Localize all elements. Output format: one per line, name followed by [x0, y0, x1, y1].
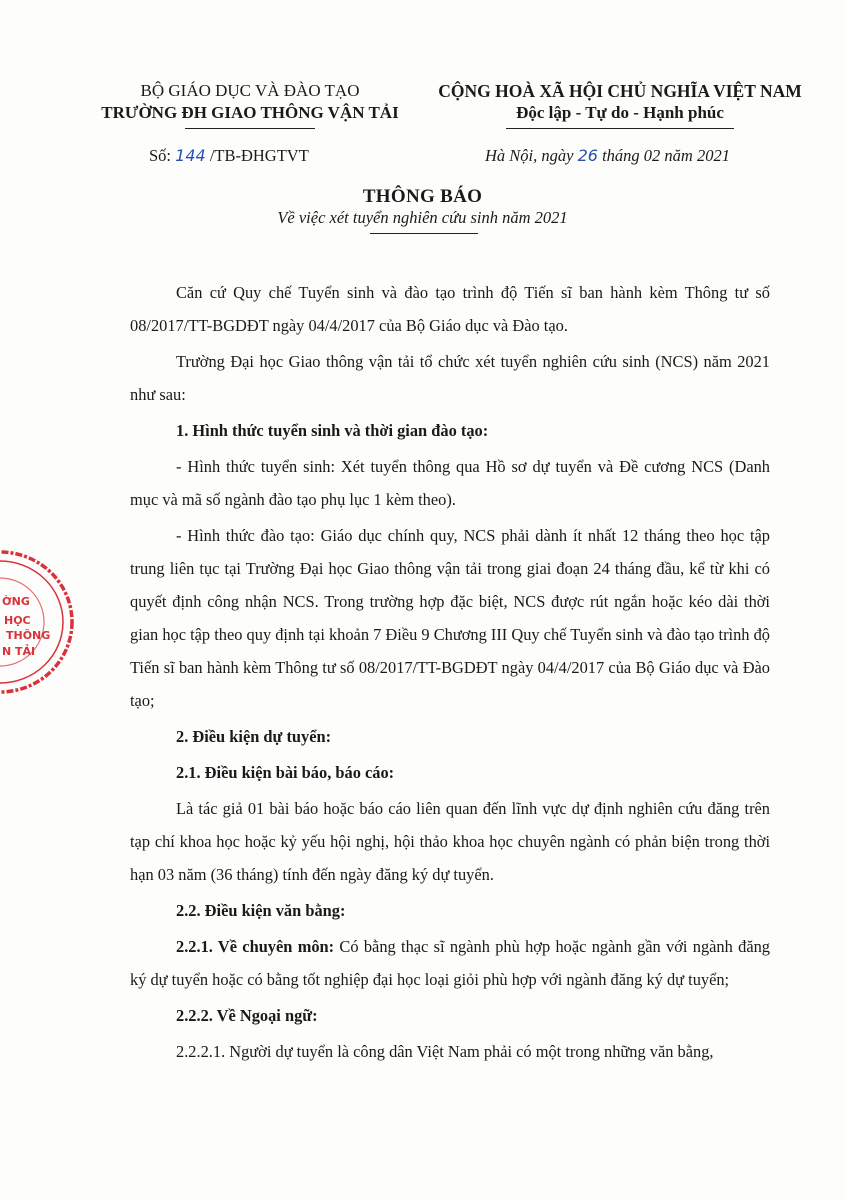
- paragraph-foreign-language: 2.2.2.1. Người dự tuyển là công dân Việt Nam phải có một trong những văn bằng,: [176, 1042, 714, 1061]
- paragraph-publication-requirement: Là tác giả 01 bài báo hoặc báo cáo liên quan đến lĩnh vực dự định nghiên cứu đăng trên tạp chí khoa học hoặc kỷ yếu hội nghị, hội thảo khoa học chuyên ngành có phản biện trong thời hạn 03 năm (36 tháng) tính đến ngày đăng ký dự tuyển.: [130, 799, 770, 884]
- official-seal: [0, 547, 80, 697]
- document-number: [149, 146, 309, 166]
- document-title: THÔNG BÁO: [362, 186, 483, 207]
- issuer-underline: [185, 128, 315, 129]
- heading-section-2-2: 2.2. Điều kiện văn bằng:: [176, 901, 346, 920]
- republic-name: CỘNG HOÀ XÃ HỘI CHỦ NGHĨA VIỆT NAM: [438, 81, 802, 101]
- seal-text: [2, 595, 50, 658]
- ministry-name: BỘ GIÁO DỤC VÀ ĐÀO TẠO: [140, 81, 360, 100]
- university-name: TRƯỜNG ĐH GIAO THÔNG VẬN TẢI: [101, 103, 399, 122]
- paragraph-training-form: - Hình thức đào tạo: Giáo dục chính quy, NCS phải dành ít nhất 12 tháng theo học tập trung liên tục tại Trường Đại học Giao thông vận tải trong giai đoạn 24 tháng đầu, kể từ khi có quyết định công nhận NCS. Trong trường hợp đặc biệt, NCS được rút ngắn hoặc kéo dài thời gian học tập theo quy định tại khoản 7 Điều 9 Chương III Quy chế Tuyển sinh và đào tạo trình độ Tiến sĩ ban hành kèm Thông tư số 08/2017/TT-BGDĐT ngày 04/4/2017 của Bộ Giáo dục và Đào tạo;: [130, 526, 770, 710]
- motto-underline: [506, 128, 734, 129]
- paragraph-admission-form: - Hình thức tuyển sinh: Xét tuyển thông qua Hồ sơ dự tuyển và Đề cương NCS (Danh mục và mã số ngành đào tạo phụ lục 1 kèm theo).: [130, 457, 770, 509]
- date-day-handwritten: 26: [577, 146, 598, 165]
- issuer-block: [80, 80, 420, 129]
- doc-number-prefix: Số:: [149, 146, 172, 165]
- heading-section-2: 2. Điều kiện dự tuyển:: [176, 727, 332, 746]
- national-motto: Độc lập - Tự do - Hạnh phúc: [516, 103, 724, 122]
- document-date: [485, 146, 730, 166]
- heading-section-1: 1. Hình thức tuyển sinh và thời gian đào tạo:: [176, 421, 489, 440]
- heading-section-2-1: 2.1. Điều kiện bài báo, báo cáo:: [176, 763, 395, 782]
- document-subtitle: Về việc xét tuyển nghiên cứu sinh năm 2021: [277, 208, 568, 227]
- document-body: [130, 276, 770, 1071]
- seal-line-2: HỌC: [4, 614, 31, 627]
- seal-line-4: N TẢI: [2, 645, 36, 658]
- seal-line-3: THÔNG: [6, 629, 51, 642]
- paragraph-expertise: [130, 930, 770, 996]
- paragraph-legal-basis: Căn cứ Quy chế Tuyển sinh và đào tạo trình độ Tiến sĩ ban hành kèm Thông tư số 08/2017/TT-BGDĐT ngày 04/4/2017 của Bộ Giáo dục và Đào tạo.: [130, 283, 770, 335]
- doc-number-suffix: /TB-ĐHGTVT: [209, 146, 309, 165]
- national-block: [415, 80, 825, 129]
- subtitle-underline: [370, 233, 478, 234]
- doc-number-handwritten: 144: [175, 146, 206, 165]
- date-prefix: Hà Nội, ngày: [485, 146, 574, 165]
- paragraph-intro: Trường Đại học Giao thông vận tải tổ chức xét tuyển nghiên cứu sinh (NCS) năm 2021 như sau:: [130, 352, 770, 404]
- seal-line-1: ỜNG: [2, 595, 30, 608]
- expertise-text: Có bằng thạc sĩ ngành phù hợp hoặc ngành gần với ngành đăng ký dự tuyển hoặc có bằng tốt nghiệp đại học loại giỏi phù hợp với ngành đăng ký dự tuyển;: [130, 937, 770, 989]
- expertise-label: 2.2.1. Về chuyên môn:: [176, 937, 335, 956]
- heading-section-2-2-2: 2.2.2. Về Ngoại ngữ:: [176, 1006, 318, 1025]
- date-suffix: tháng 02 năm 2021: [602, 146, 730, 165]
